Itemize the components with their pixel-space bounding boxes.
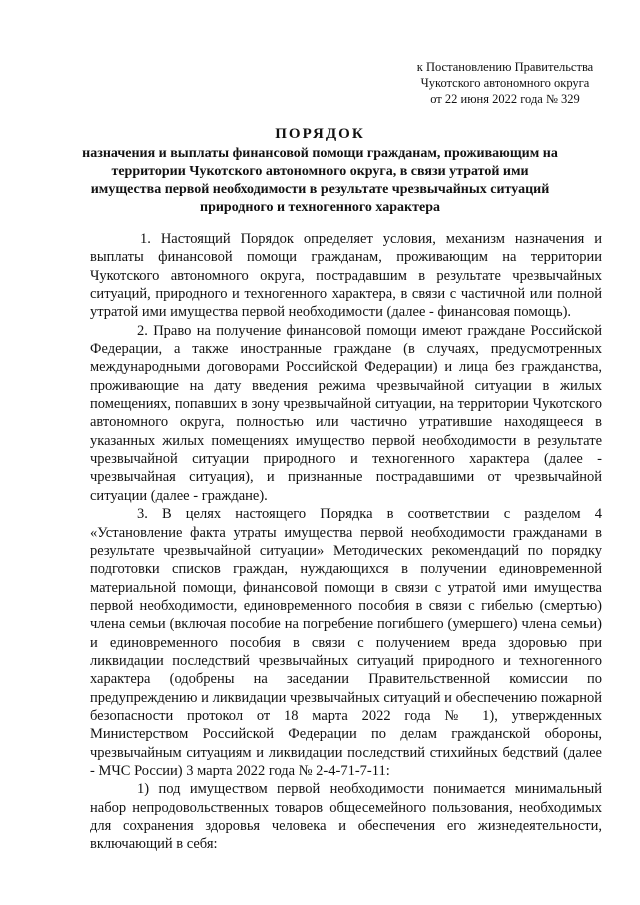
header-line: Чукотского автономного округа bbox=[420, 76, 590, 90]
title-subtitle: назначения и выплаты финансовой помощи гражданам, проживающим на территории Чукотского автономного округа, в связи утратой ими имущества первой необходимости в результате чрезвычайных ситуаций природного и техногенного характера bbox=[82, 146, 558, 215]
approval-header bbox=[405, 59, 605, 107]
document-title bbox=[80, 125, 560, 217]
paragraph: 1) под имуществом первой необходимости понимается минимальный набор непродовольственных товаров общесемейного пользования, необходимых для сохранения здоровья человека и обеспечения его жизнедеятельности, включающий в себя: bbox=[90, 781, 602, 853]
paragraph: 1. Настоящий Порядок определяет условия, механизм назначения и выплаты финансовой помощи гражданам, проживающим на территории Чукотского автономного округа, пострадавшим в результате чрезвычайных ситуаций, природного и техногенного характера, в связи с частичной или полной утратой ими имущества первой необходимости (далее - финансовая помощь). bbox=[90, 231, 602, 321]
header-line: к Постановлению Правительства bbox=[416, 60, 594, 74]
header-line: от 22 июня 2022 года № 329 bbox=[430, 92, 580, 106]
document-body bbox=[90, 230, 602, 854]
paragraph: 3. В целях настоящего Порядка в соответствии с разделом 4 «Установление факта утраты имущества первой необходимости гражданами в результате чрезвычайной ситуации» Методических рекомендаций по порядку подготовки списков граждан, нуждающихся в получении единовременной материальной помощи, финансовой помощи в связи с утратой ими имущества первой необходимости, единовременного пособия в связи с гибелью (смертью) члена семьи (включая пособие на погребение погибшего (умершего) члена семьи) и единовременного пособия в связи с получением вреда здоровью при ликвидации последствий чрезвычайных ситуаций природного и техногенного характера (одобрены на заседании Правительственной комиссии по предупреждению и ликвидации чрезвычайных ситуаций и обеспечению пожарной безопасности протокол от 18 марта 2022 года № 1), утвержденных Министерством Российской Федерации по делам гражданской обороны, чрезвычайным ситуациям и ликвидации последствий стихийных бедствий (далее - МЧС России) 3 марта 2022 года № 2-4-71-7-11: bbox=[90, 506, 602, 779]
title-main: ПОРЯДОК bbox=[275, 126, 365, 142]
paragraph: 2. Право на получение финансовой помощи имеют граждане Российской Федерации, а также иностранные граждане (в случаях, предусмотренных международными договорами Российской Федерации) и лица без гражданства, проживающие на дату введения режима чрезвычайной ситуации в жилых помещениях, попавших в зону чрезвычайной ситуации, на территории Чукотского автономного округа, полностью или частично утратившие находящееся в указанных жилых помещениях имущество первой необходимости в результате чрезвычайной ситуации природного и техногенного характера (далее - чрезвычайная ситуация), и признанные пострадавшими от чрезвычайной ситуации (далее - граждане). bbox=[90, 322, 602, 504]
